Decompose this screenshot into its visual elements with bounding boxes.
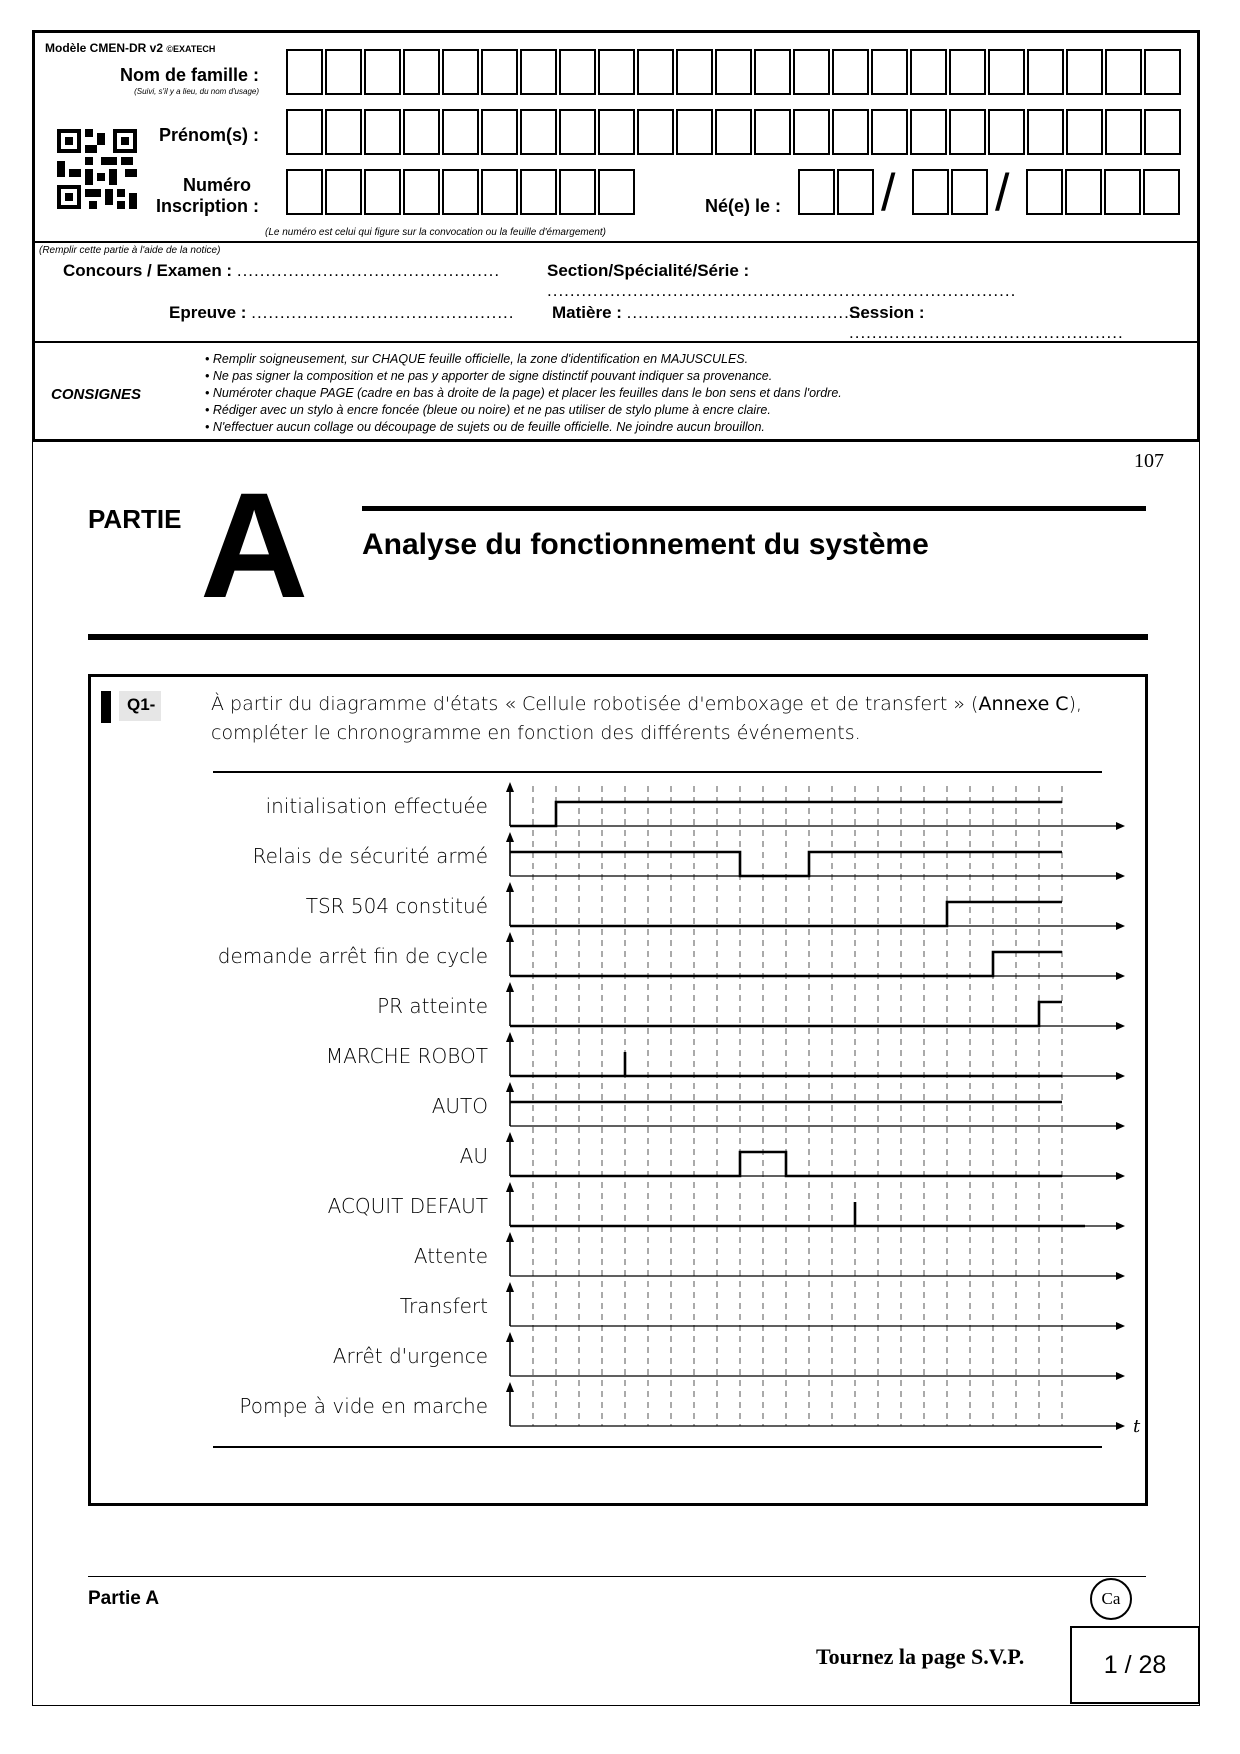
page-number: 1 / 28 [1070, 1626, 1200, 1704]
axis-arrow-icon [506, 882, 514, 892]
axis-arrow-icon [506, 782, 514, 792]
axis-arrow-icon [1116, 1422, 1125, 1430]
part-letter: A [200, 461, 309, 629]
signal-label: Arrêt d'urgence [332, 1344, 488, 1368]
axis-arrow-icon [506, 1132, 514, 1142]
birthdate-label: Né(e) le : [705, 196, 782, 216]
consignes-label: CONSIGNES [51, 386, 142, 403]
question-text: À partir du diagramme d'états « Cellule robotisée d'emboxage et de transfert » (Annexe C), [211, 693, 1083, 715]
axis-arrow-icon [506, 1282, 514, 1292]
axis-arrow-icon [506, 1182, 514, 1192]
signal-label: Pompe à vide en marche [239, 1394, 488, 1418]
session-field[interactable]: Session : ................................................ [849, 303, 1124, 342]
axis-arrow-icon [1116, 1122, 1125, 1130]
part-word: PARTIE [88, 504, 182, 534]
signal-label: demande arrêt fin de cycle [217, 944, 488, 968]
inscription-label: Inscription : [156, 196, 259, 216]
part-title: Analyse du fonctionnement du système [362, 528, 929, 561]
axis-arrow-icon [1116, 872, 1125, 880]
axis-arrow-icon [506, 1332, 514, 1342]
epreuve-field[interactable]: Epreuve : .............................................. [169, 303, 515, 322]
signal-label: Transfert [399, 1294, 488, 1318]
model-label: Modèle CMEN-DR v2 ©EXATECH [45, 41, 216, 55]
matiere-field[interactable]: Matière : .......................................... [552, 303, 868, 322]
axis-arrow-icon [1116, 1222, 1125, 1230]
consigne-item: • Remplir soigneusement, sur CHAQUE feuille officielle, la zone d'identification en MAJUSCULES. [205, 352, 749, 366]
question-text-line2: compléter le chronogramme en fonction des différents événements. [211, 722, 861, 744]
question-label: Q1- [127, 695, 156, 714]
signal-labels [0, 0, 488, 1754]
signal-waveform [510, 1152, 1062, 1176]
axis-arrow-icon [506, 932, 514, 942]
consigne-item: • N'effectuer aucun collage ou découpage de sujets ou de feuille officielle. Ne joindre aucun brouillon. [205, 420, 765, 434]
prenom-label: Prénom(s) : [158, 125, 259, 145]
date-separator: / [995, 164, 1010, 222]
nom-label: Nom de famille : [119, 65, 259, 85]
numero-note: (Le numéro est celui qui figure sur la convocation ou la feuille d'émargement) [265, 227, 606, 238]
time-axis-label: t [1133, 1416, 1141, 1437]
axis-arrow-icon [1116, 1072, 1125, 1080]
signal-label: MARCHE ROBOT [325, 1044, 488, 1068]
axis-arrow-icon [1116, 922, 1125, 930]
numero-label: Numéro [182, 175, 251, 195]
axis-arrow-icon [1116, 822, 1125, 830]
consigne-item: • Numéroter chaque PAGE (cadre en bas à droite de la page) et placer les feuilles dans le bon sens et dans l'ordre. [205, 386, 842, 400]
axis-arrow-icon [506, 982, 514, 992]
axis-arrow-icon [1116, 1372, 1125, 1380]
consigne-item: • Rédiger avec un stylo à encre foncée (bleue ou noire) et ne pas utiliser de stylo plume à encre claire. [205, 403, 771, 417]
axis-arrow-icon [1116, 1022, 1125, 1030]
axis-arrow-icon [506, 1082, 514, 1092]
footer-rule [88, 1576, 1146, 1577]
axis-arrow-icon [1116, 1322, 1125, 1330]
section-field[interactable]: Section/Spécialité/Série : .................................................................................. [547, 261, 1017, 300]
footer-section: Partie A [88, 1588, 160, 1609]
axis-arrow-icon [506, 832, 514, 842]
signal-label: PR atteinte [377, 994, 488, 1018]
axis-arrow-icon [506, 1032, 514, 1042]
axis-arrow-icon [1116, 1172, 1125, 1180]
axis-arrow-icon [506, 1382, 514, 1392]
concours-field[interactable]: Concours / Examen : .............................................. [63, 261, 501, 280]
axis-arrow-icon [1116, 972, 1125, 980]
signal-label: AU [459, 1144, 488, 1168]
date-separator: / [881, 164, 896, 222]
signal-label: TSR 504 constitué [305, 894, 488, 918]
ca-badge: Ca [1090, 1578, 1132, 1620]
page-code: 107 [1134, 450, 1164, 472]
turn-page-note: Tournez la page S.V.P. [816, 1644, 1025, 1669]
signal-label: AUTO [431, 1094, 488, 1118]
signal-label: initialisation effectuée [265, 794, 488, 818]
signal-label: ACQUIT DEFAUT [327, 1194, 488, 1218]
axis-arrow-icon [1116, 1272, 1125, 1280]
nom-sub: (Suivi, s'il y a lieu, du nom d'usage) [134, 87, 259, 96]
axis-arrow-icon [506, 1232, 514, 1242]
signal-label: Relais de sécurité armé [252, 844, 488, 868]
remplir-note: (Remplir cette partie à l'aide de la notice) [39, 245, 221, 256]
consigne-item: • Ne pas signer la composition et ne pas y apporter de signe distinctif pouvant indiquer sa provenance. [205, 369, 773, 383]
signal-label: Attente [413, 1244, 488, 1268]
